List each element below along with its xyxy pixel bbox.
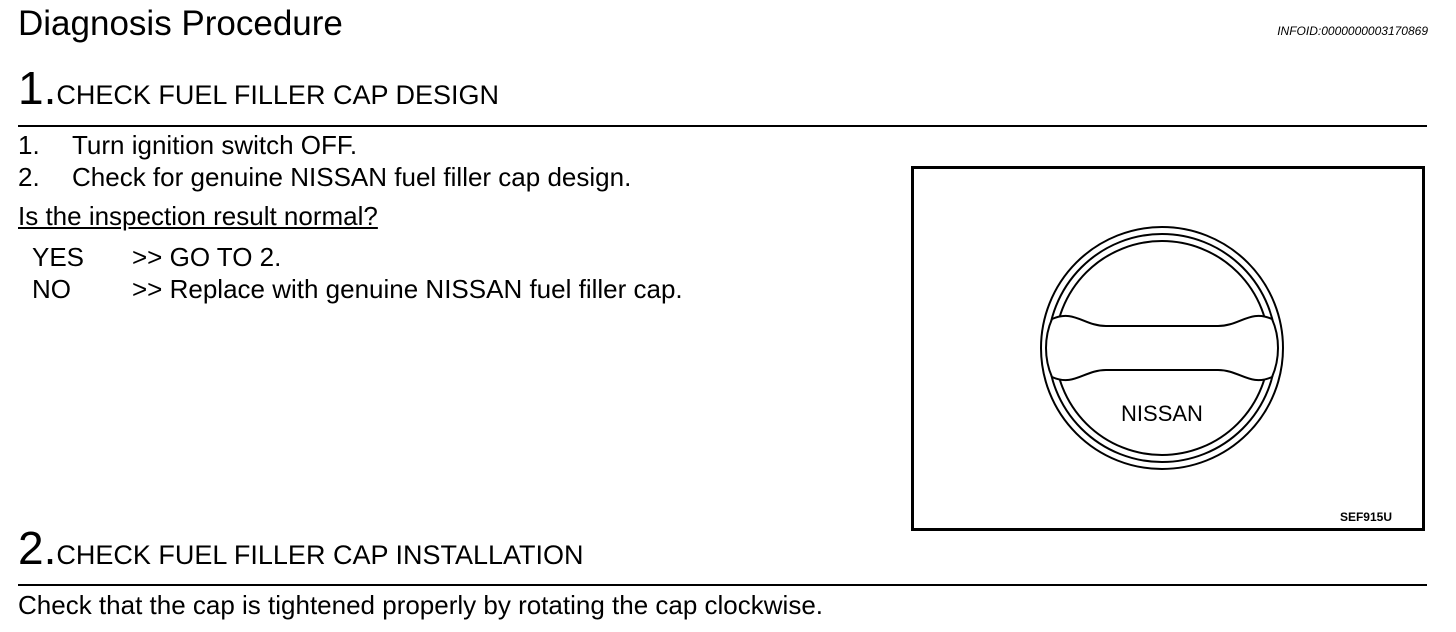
fuel-filler-cap-icon: [914, 169, 1422, 528]
answer-yes: [32, 241, 281, 273]
fuel-cap-figure: [911, 166, 1425, 531]
answer-key: YES: [32, 242, 85, 272]
step-1-number: 1.: [18, 62, 57, 114]
step-1-heading: [18, 64, 499, 124]
list-item: [18, 129, 357, 161]
answer-text: >> GO TO 2.: [132, 242, 282, 272]
step-2-title: CHECK FUEL FILLER CAP INSTALLATION: [56, 540, 584, 570]
step-2-heading: [18, 524, 584, 584]
list-item: [18, 161, 631, 193]
page-title: Diagnosis Procedure: [18, 4, 343, 43]
info-id: INFOID:0000000003170869: [1277, 24, 1428, 38]
cap-label: NISSAN: [1121, 401, 1203, 426]
step-1-divider: [18, 125, 1427, 127]
answer-no: [32, 273, 683, 305]
inspection-question: Is the inspection result normal?: [18, 201, 378, 231]
list-item-number: 2.: [18, 162, 40, 192]
answer-text: >> Replace with genuine NISSAN fuel filler cap.: [132, 274, 683, 304]
step-2-instruction: Check that the cap is tightened properly by rotating the cap clockwise.: [18, 590, 823, 620]
list-item-text: Check for genuine NISSAN fuel filler cap design.: [72, 162, 632, 192]
step-2-divider: [18, 584, 1427, 586]
step-1-title: CHECK FUEL FILLER CAP DESIGN: [56, 80, 499, 110]
step-2-number: 2.: [18, 522, 57, 574]
list-item-number: 1.: [18, 130, 40, 160]
figure-code: SEF915U: [1339, 510, 1392, 524]
list-item-text: Turn ignition switch OFF.: [72, 130, 358, 160]
answer-key: NO: [32, 274, 71, 304]
